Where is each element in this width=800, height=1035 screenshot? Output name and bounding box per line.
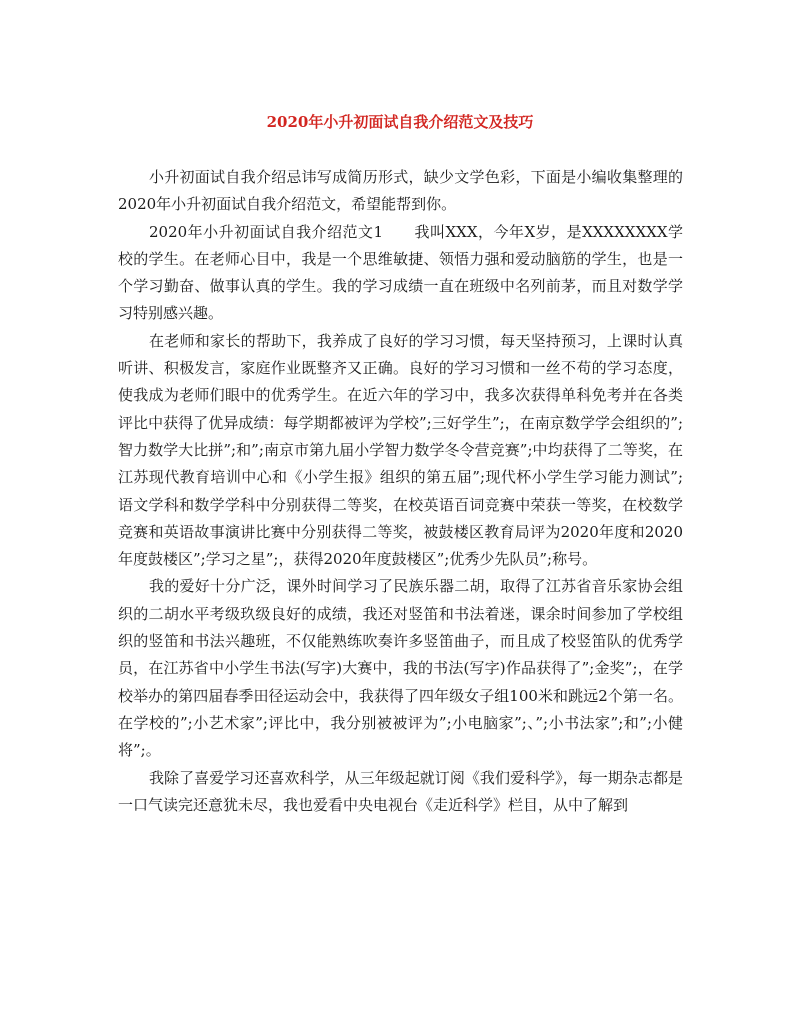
- document-body: [118, 164, 683, 819]
- paragraph-science: 我除了喜爱学习还喜欢科学，从三年级起就订阅《我们爱科学》，每一期杂志都是一口气读完还意犹未尽，我也爱看中央电视台《走近科学》栏目，从中了解到: [118, 768, 683, 814]
- paragraph-sample-1: 2020年小升初面试自我介绍范文1 我叫XXX，今年X岁，是XXXXXXXX学校的学生。在老师心目中，我是一个思维敏捷、领悟力强和爱动脑筋的学生，也是一个学习勤奋、做事认真的学生。我的学习成绩一直在班级中名列前茅，而且对数学学习特别感兴趣。: [118, 222, 683, 323]
- paragraph-intro: 小升初面试自我介绍忌讳写成简历形式，缺少文学色彩，下面是小编收集整理的2020年小升初面试自我介绍范文，希望能帮到你。: [118, 168, 683, 214]
- paragraph-hobbies: 我的爱好十分广泛，课外时间学习了民族乐器二胡，取得了江苏省音乐家协会组织的二胡水平考级玖级良好的成绩，我还对竖笛和书法着迷，课余时间参加了学校组织的竖笛和书法兴趣班，不仅能熟练吹奏许多竖笛曲子，而且成了校竖笛队的优秀学员，在江苏省中小学生书法(写字)大赛中，我的书法(写字)作品获得了”;金奖”;，在学校举办的第四届春季田径运动会中，我获得了四年级女子组100米和跳远2个第一名。在学校的”;小艺术家”;评比中，我分别被被评为”;小电脑家”;、”;小书法家”;和”;小健将”;。: [118, 577, 683, 760]
- paragraph-study-habits: 在老师和家长的帮助下，我养成了良好的学习习惯，每天坚持预习，上课时认真听讲、积极发言，家庭作业既整齐又正确。良好的学习习惯和一丝不苟的学习态度，使我成为老师们眼中的优秀学生。在近六年的学习中，我多次获得单科免考并在各类评比中获得了优异成绩：每学期都被评为学校”;三好学生”;，在南京数学学会组织的”;智力数学大比拼”;和”;南京市第九届小学智力数学冬令营竞赛”;中均获得了二等奖，在江苏现代教育培训中心和《小学生报》组织的第五届”;现代杯小学生学习能力测试”;语文学科和数学学科中分别获得二等奖，在校英语百词竞赛中荣获一等奖，在校数学竞赛和英语故事演讲比赛中分别获得二等奖，被鼓楼区教育局评为2020年度和2020年度鼓楼区”;学习之星”;，获得2020年度鼓楼区”;优秀少先队员”;称号。: [118, 331, 683, 569]
- document-title: 2020年小升初面试自我介绍范文及技巧: [266, 113, 534, 131]
